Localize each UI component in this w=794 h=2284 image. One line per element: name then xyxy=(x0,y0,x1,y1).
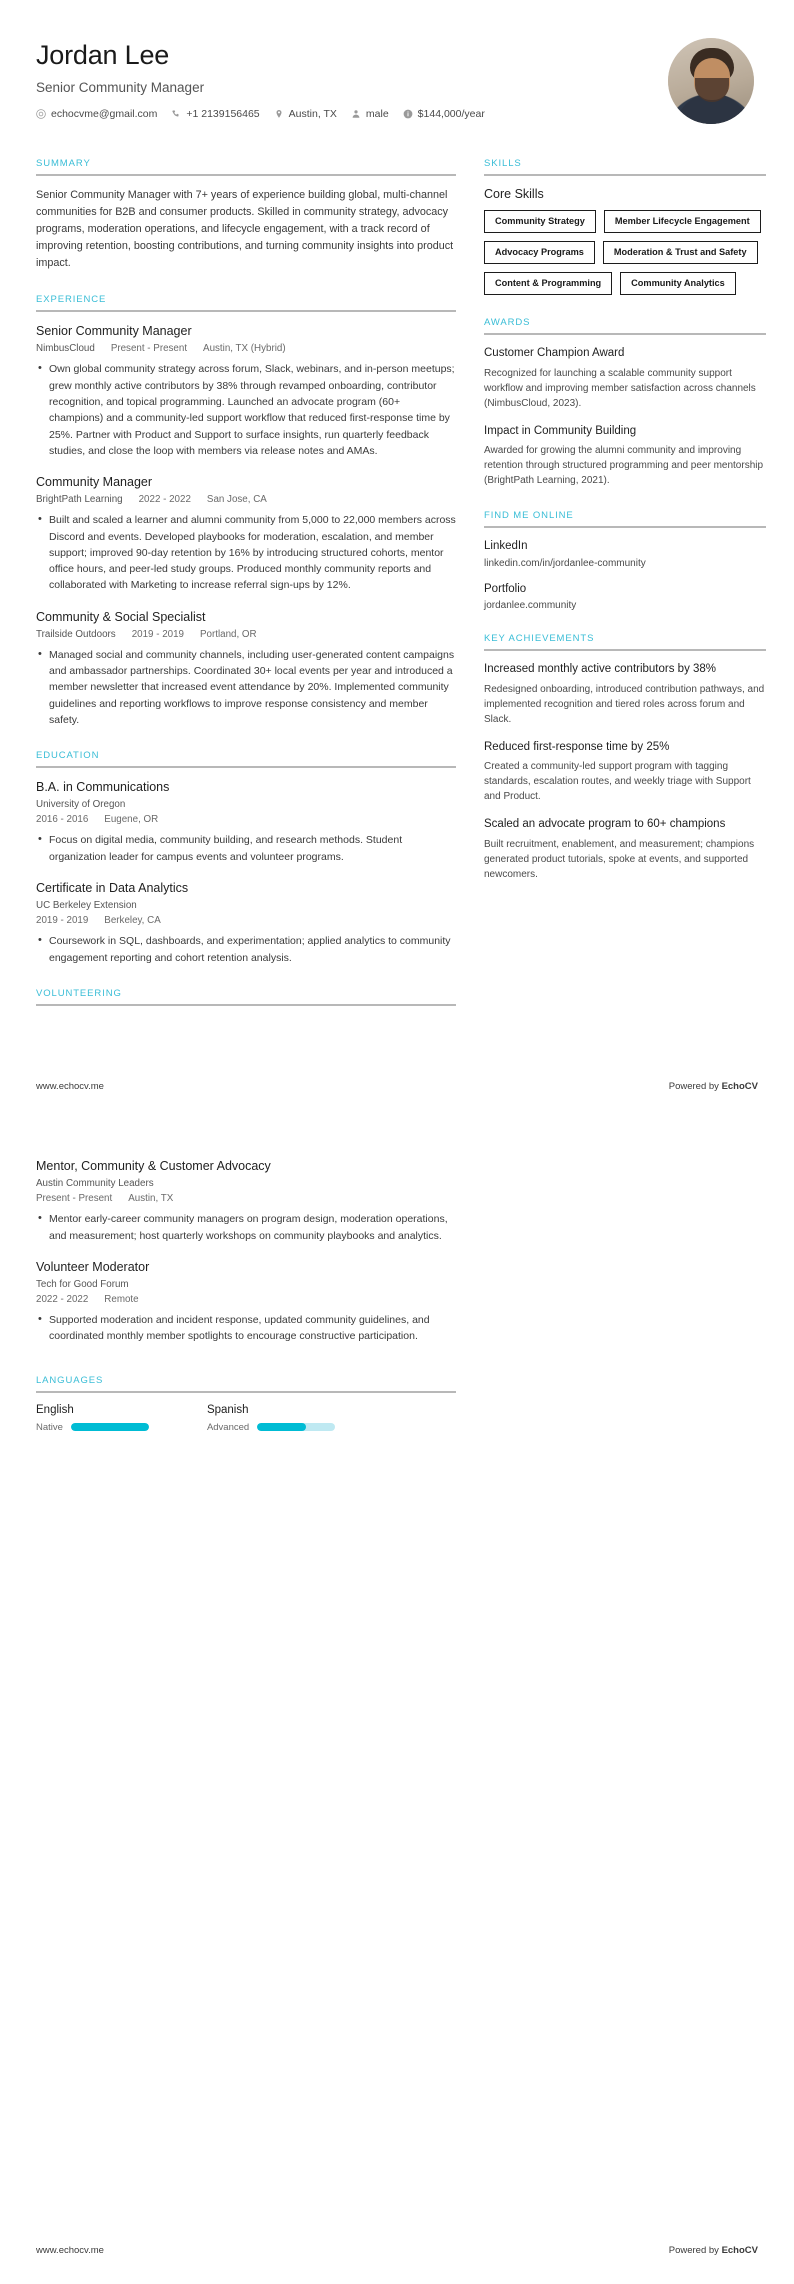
award-item xyxy=(484,424,766,489)
volunteering-org xyxy=(36,1279,456,1290)
side-column-page2 xyxy=(484,1158,766,1455)
footer-brand: EchoCV xyxy=(721,2245,758,2256)
online-profile-item[interactable] xyxy=(484,582,766,612)
section-volunteering xyxy=(36,1158,456,1345)
experience-entry xyxy=(36,609,456,729)
language-progress-bar xyxy=(257,1423,335,1431)
experience-meta xyxy=(36,494,456,505)
experience-bullets xyxy=(36,647,456,728)
footer-powered-prefix: Powered by xyxy=(668,1081,722,1092)
experience-entry xyxy=(36,323,456,459)
volunteering-location: Austin, TX xyxy=(128,1193,174,1205)
section-divider xyxy=(36,766,456,768)
education-title: Certificate in Data Analytics xyxy=(36,881,189,896)
experience-bullets xyxy=(36,361,456,459)
contact-gender xyxy=(351,108,389,120)
experience-meta xyxy=(36,343,456,354)
footer-site[interactable]: www.echocv.me xyxy=(36,2245,104,2256)
language-level-row xyxy=(36,1422,149,1433)
volunteering-dates: Present - Present xyxy=(36,1193,113,1205)
footer-powered-prefix: Powered by xyxy=(668,2245,722,2256)
avatar xyxy=(668,38,754,124)
section-title-experience: EXPERIENCE xyxy=(36,294,107,306)
experience-dates: 2019 - 2019 xyxy=(131,628,184,640)
summary-text: Senior Community Manager with 7+ years of experience building global, multi-channel communities for B2B and consumer products. Skilled in community strategy, advocacy programs, moderation operations, and lifecycle engagement, with a track record of improving retention, boosting contributions, and turning community insights into product impact. xyxy=(36,189,454,270)
section-divider xyxy=(484,174,766,176)
section-find-me-online xyxy=(484,510,766,611)
info-icon xyxy=(403,109,413,119)
contact-salary xyxy=(403,108,485,120)
award-item xyxy=(484,346,766,411)
section-title-skills: SKILLS xyxy=(484,158,522,169)
section-title-volunteering: VOLUNTEERING xyxy=(36,987,122,999)
section-title-key-achievements: KEY ACHIEVEMENTS xyxy=(484,633,595,645)
achievement-title: Increased monthly active contributors by 38% xyxy=(484,663,717,676)
education-meta xyxy=(36,915,456,926)
list-item: • Focus on digital media, community building, and research methods. Student organization leader for campus events and volunteer programs. xyxy=(49,832,456,865)
list-item: • Managed social and community channels, including user-generated content campaigns and ambassador partnerships. Coordinated 30+ local events per year and introduced a member newsletter that increased event attendance by 20%. Implemented community guidelines and reporting workflows to improve response consistency and member safety. xyxy=(49,647,456,728)
list-item: • Own global community strategy across forum, Slack, webinars, and in-person meetups; grew monthly active contributors by 38% through revamped onboarding, contributor recognition, and topical programming. Launched an advocate program (60+ champions) and a community-led support workflow that reduced first-response time by 25%. Partner with Product and Support to surface insights, run quarterly feedback studies, and close the loop with members via release notes and AMAs. xyxy=(49,361,456,459)
contact-location xyxy=(274,108,337,120)
list-item: • Supported moderation and incident response, updated community guidelines, and coordinated monthly member spotlights to encourage constructive participation. xyxy=(49,1312,456,1345)
skill-chip: Member Lifecycle Engagement xyxy=(604,210,761,233)
skills-group-title: Core Skills xyxy=(484,187,544,201)
award-title: Customer Champion Award xyxy=(484,347,625,360)
section-awards xyxy=(484,317,766,488)
content-columns-page2 xyxy=(36,1158,758,1455)
contact-salary-value: $144,000/year xyxy=(417,108,485,121)
contact-row xyxy=(36,108,485,120)
achievement-item xyxy=(484,740,766,805)
volunteering-bullets xyxy=(36,1312,456,1345)
experience-location: Austin, TX (Hybrid) xyxy=(203,343,286,355)
achievement-title: Reduced first-response time by 25% xyxy=(484,740,670,753)
location-pin-icon xyxy=(274,109,284,119)
resume-page-2 xyxy=(0,1158,794,2284)
achievement-description: Redesigned onboarding, introduced contribution pathways, and implemented recognition and tiered roles across forum and Slack. xyxy=(484,683,765,725)
experience-location: San Jose, CA xyxy=(206,494,267,506)
volunteering-entry xyxy=(36,1158,456,1244)
volunteering-org-name: Tech for Good Forum xyxy=(36,1279,129,1291)
achievement-item xyxy=(484,662,766,727)
experience-company: Trailside Outdoors xyxy=(36,628,116,640)
contact-email[interactable] xyxy=(36,108,157,120)
volunteering-location: Remote xyxy=(104,1294,139,1306)
volunteering-dates: 2022 - 2022 xyxy=(36,1294,89,1306)
language-item xyxy=(36,1404,149,1433)
education-location: Berkeley, CA xyxy=(104,915,161,927)
section-divider xyxy=(36,310,456,312)
footer-site[interactable]: www.echocv.me xyxy=(36,1081,104,1092)
skill-chip: Content & Programming xyxy=(484,272,612,295)
volunteering-meta xyxy=(36,1193,456,1204)
experience-title: Community & Social Specialist xyxy=(36,609,206,624)
content-columns xyxy=(36,158,765,1028)
education-school-name: UC Berkeley Extension xyxy=(36,900,137,912)
resume-header xyxy=(36,0,758,124)
header-identity xyxy=(36,38,485,120)
language-item xyxy=(207,1404,335,1433)
email-icon xyxy=(36,109,46,119)
language-progress-bar xyxy=(71,1423,149,1431)
education-dates: 2019 - 2019 xyxy=(36,915,89,927)
online-profile-item[interactable] xyxy=(484,539,766,569)
volunteering-entry xyxy=(36,1259,456,1345)
award-description: Awarded for growing the alumni community and improving retention through structured programming and peer mentorship (BrightPath Learning, 2021). xyxy=(484,445,764,487)
experience-title: Community Manager xyxy=(36,475,153,490)
education-school xyxy=(36,799,456,810)
volunteering-meta xyxy=(36,1294,456,1305)
section-languages xyxy=(36,1375,456,1433)
main-column-page2 xyxy=(36,1158,456,1455)
skill-chip: Moderation & Trust and Safety xyxy=(603,241,758,264)
section-divider xyxy=(484,526,766,528)
list-item: • Mentor early-career community managers on program design, moderation operations, and measurement; host quarterly workshops on community playbooks and analytics. xyxy=(49,1211,456,1244)
experience-company: BrightPath Learning xyxy=(36,494,123,506)
experience-bullets xyxy=(36,512,456,593)
online-profile-url[interactable]: jordanlee.community xyxy=(484,600,577,612)
contact-phone-value: +1 2139156465 xyxy=(186,108,260,121)
online-profile-url[interactable]: linkedin.com/in/jordanlee-community xyxy=(484,557,646,569)
education-school xyxy=(36,900,456,911)
language-level: Native xyxy=(36,1421,63,1433)
section-divider xyxy=(36,1004,456,1006)
section-title-find-me-online: FIND ME ONLINE xyxy=(484,510,574,522)
list-item: • Coursework in SQL, dashboards, and experimentation; applied analytics to community engagement reporting and cohort retention analysis. xyxy=(49,933,456,966)
education-dates: 2016 - 2016 xyxy=(36,814,89,826)
skill-chip: Community Analytics xyxy=(620,272,736,295)
online-profile-label: Portfolio xyxy=(484,582,527,595)
skills-chip-list xyxy=(484,210,766,295)
volunteering-bullets xyxy=(36,1211,456,1244)
list-item: • Built and scaled a learner and alumni community from 5,000 to 22,000 members across Discord and events. Developed playbooks for moderation, escalation, and member support; improved 90-day retention by 16% by introducing structured cohorts, mentor office hours, and peer-led study groups. Produced monthly community reports and collaborated with Marketing to increase referral sign-ups by 12%. xyxy=(49,512,456,593)
section-divider xyxy=(484,649,766,651)
language-name: English xyxy=(36,1403,74,1416)
section-summary xyxy=(36,158,456,272)
achievement-description: Built recruitment, enablement, and measurement; champions generated product tutorials, spoke at events, and supported newcomers. xyxy=(484,838,755,880)
language-name: Spanish xyxy=(206,1403,249,1416)
education-bullets xyxy=(36,933,456,966)
language-level-row xyxy=(207,1422,335,1433)
education-school-name: University of Oregon xyxy=(36,799,126,811)
achievement-item xyxy=(484,817,766,882)
main-column xyxy=(36,158,456,1028)
side-column xyxy=(484,158,766,1028)
section-skills xyxy=(484,158,766,295)
volunteering-org-name: Austin Community Leaders xyxy=(36,1178,154,1190)
experience-company: NimbusCloud xyxy=(36,343,95,355)
education-entry xyxy=(36,880,456,966)
section-title-awards: AWARDS xyxy=(484,317,531,329)
footer-brand: EchoCV xyxy=(721,1081,758,1092)
experience-dates: 2022 - 2022 xyxy=(138,494,191,506)
page-footer xyxy=(36,2245,758,2256)
section-divider xyxy=(36,1391,456,1393)
section-key-achievements xyxy=(484,633,766,882)
language-progress-fill xyxy=(71,1423,149,1431)
education-bullets xyxy=(36,832,456,865)
footer-powered-by xyxy=(669,1081,758,1092)
volunteering-title: Mentor, Community & Customer Advocacy xyxy=(36,1159,271,1173)
skill-chip: Advocacy Programs xyxy=(484,241,595,264)
language-list xyxy=(36,1404,456,1433)
section-divider xyxy=(36,174,456,176)
contact-gender-value: male xyxy=(365,108,389,121)
experience-location: Portland, OR xyxy=(199,628,257,640)
education-meta xyxy=(36,814,456,825)
section-experience xyxy=(36,294,456,728)
achievement-description: Created a community-led support program with tagging standards, escalation routes, and weekly triage with Support and Product. xyxy=(484,761,751,803)
experience-title: Senior Community Manager xyxy=(36,324,192,339)
section-volunteering-heading xyxy=(36,988,456,1006)
experience-dates: Present - Present xyxy=(110,343,188,355)
page-footer xyxy=(36,1081,758,1092)
footer-powered-by xyxy=(669,2245,758,2256)
contact-email-value: echocvme@gmail.com xyxy=(51,108,158,121)
page-title: Jordan Lee xyxy=(36,40,170,70)
language-progress-fill xyxy=(257,1423,305,1431)
section-title-languages: LANGUAGES xyxy=(36,1374,104,1386)
award-description: Recognized for launching a scalable community support workflow and improving member satisfaction across channels (NimbusCloud, 2023). xyxy=(484,367,756,409)
section-title-summary: SUMMARY xyxy=(36,158,91,169)
header-job-title: Senior Community Manager xyxy=(36,80,205,96)
contact-phone[interactable] xyxy=(171,108,259,120)
award-title: Impact in Community Building xyxy=(484,424,637,437)
resume-page-1 xyxy=(0,0,794,1120)
phone-icon xyxy=(171,109,181,119)
skill-chip: Community Strategy xyxy=(484,210,596,233)
experience-meta xyxy=(36,629,456,640)
person-icon xyxy=(351,109,361,119)
experience-entry xyxy=(36,474,456,594)
volunteering-title: Volunteer Moderator xyxy=(36,1259,150,1274)
volunteering-org xyxy=(36,1178,456,1189)
section-title-education: EDUCATION xyxy=(36,750,100,762)
online-profile-label: LinkedIn xyxy=(484,540,528,553)
section-divider xyxy=(484,333,766,335)
contact-location-value: Austin, TX xyxy=(288,108,337,121)
education-location: Eugene, OR xyxy=(104,814,159,826)
education-title: B.A. in Communications xyxy=(36,780,170,795)
section-education xyxy=(36,750,456,966)
language-level: Advanced xyxy=(206,1421,250,1433)
achievement-title: Scaled an advocate program to 60+ champions xyxy=(484,818,726,831)
education-entry xyxy=(36,779,456,865)
